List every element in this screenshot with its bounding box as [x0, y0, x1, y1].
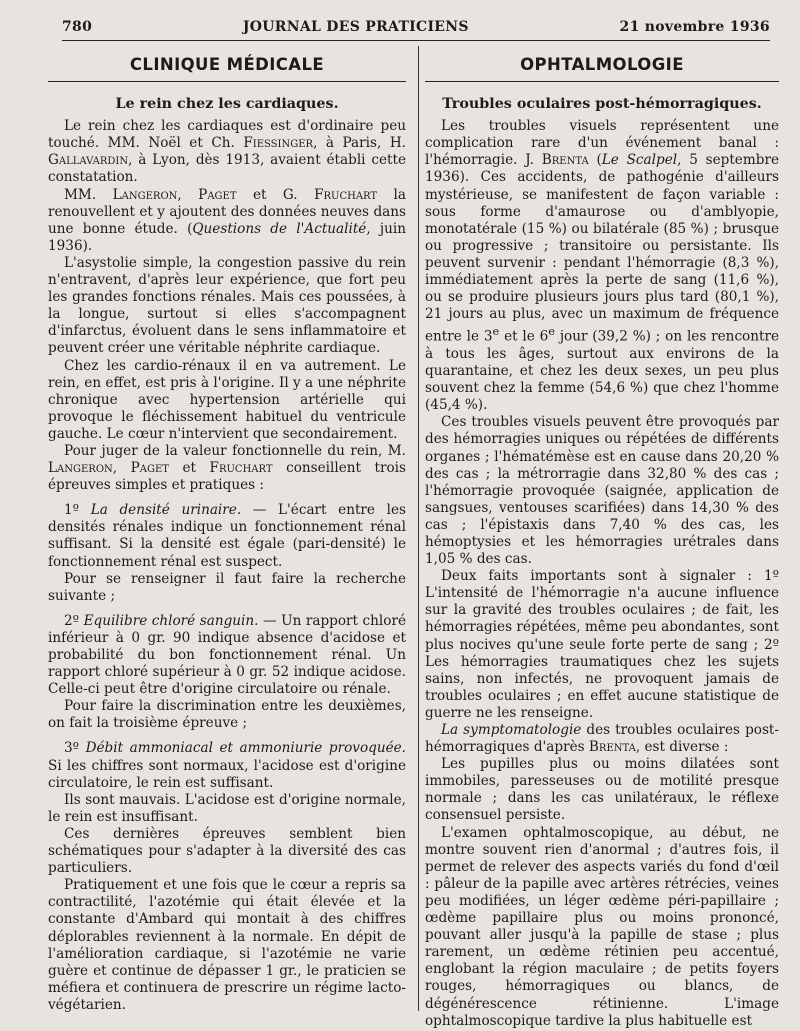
paragraph: Ils sont mauvais. L'acidose est d'origine normale, le rein est insuffisant. [48, 791, 406, 825]
paragraph: Deux faits importants sont à signaler : 1º L'intensité de l'hémorragie n'a aucune influence sur la gravité des troubles oculaires ; de fait, les hémorragies répétées, même peu abondantes, sont plus nocives qu'une seule forte perte de sang ; 2º Les hémorragies traumatiques chez les sujets sains, non infectés, ne provoquent jamais de troubles oculaires ; en effet aucune statistique de guerre ne les renseigne. [425, 568, 779, 721]
paragraph: Pour faire la discrimination entre les deuxièmes, on fait la troisième épreuve ; [48, 698, 406, 732]
test-paragraph-2: 2º Equilibre chloré sanguin. — Un rapport chloré inférieur à 0 gr. 90 indique absence d'acidose et probabilité du bon fonctionnement rénal. Un rapport chloré supérieur à 0 gr. 52 indique acidose. Celle-ci peut être d'origine circulatoire ou rénale. [48, 612, 406, 698]
page-header [62, 14, 770, 41]
article-title-rein: Le rein chez les cardiaques. [115, 96, 339, 113]
journal-title: JOURNAL DES PRATICIENS [242, 19, 469, 35]
section-title-ophtalmologie: OPHTALMOLOGIE [425, 46, 779, 82]
issue-date: 21 novembre 1936 [619, 19, 770, 35]
paragraph: Pour se renseigner il faut faire la recherche suivante ; [48, 570, 406, 604]
column-divider [418, 46, 419, 1011]
paragraph: Ces troubles visuels peuvent être provoqués par des hémorragies uniques ou répétées de différents organes ; l'hématémèse est en cause dans 20,20 % des cas ; la métrorragie dans 32,80 % des cas ; l'hémorragie provoquée (saignée, application de sangsues, ventouses scarifiées) dans 14,30 % des cas ; l'épistaxis dans 7,40 % des cas, les hémoptysies et les hémorragies urétrales dans 1,05 % des cas. [425, 414, 779, 568]
paragraph: La symptomatologie des troubles oculaires post-hémorragiques d'après Brenta, est diverse : [425, 722, 779, 756]
paragraph: L'asystolie simple, la congestion passive du rein n'entravent, d'après leur expérience, que fort peu les grandes fonctions rénales. Mais ces poussées, à la longue, surtout si elles s'accompagnent d'infarctus, évoluent dans le sens inflammatoire et peuvent créer une véritable néphrite cardiaque. [48, 254, 406, 357]
paragraph: Ces dernières épreuves semblent bien schématiques pour s'adapter à la diversité des cas particuliers. [48, 825, 406, 877]
left-column [48, 46, 406, 1014]
paragraph: Les troubles visuels représentent une complication rare d'un événement banal : l'hémorragie. J. Brenta (Le Scalpel, 5 septembre 1936). Ces accidents, de pathogénie d'ailleurs mystérieuse, se manifestent de façon variable : sous forme d'amaurose ou d'amblyopie, monotatérale (15 %) ou bilatérale (85 %) ; brusque ou progressive ; transitoire ou persistante. Ils peuvent survenir : pendant l'hémorragie (8,3 %), immédiatement après la perte de sang (11,6 %), ou se produire plusieurs jours plus tard (80,1 %), 21 jours au plus, avec un maximum de fréquence entre le 3e et le 6e jour (39,2 %) ; on les rencontre à tous les âges, surtout aux environs de la quarantaine, et chez les deux sexes, un peu plus souvent chez la femme (54,6 %) que chez l'homme (45,4 %). [425, 118, 779, 414]
paragraph: L'examen ophtalmoscopique, au début, ne montre souvent rien d'anormal ; d'autres fois, il permet de relever des aspects variés du fond d'œil : pâleur de la papille avec artères rétrécies, veines peu modifiées, un léger œdème péri-papillaire ; œdème papillaire plus ou moins prononcé, pouvant aller jusqu'à la papille de stase ; plus rarement, un œdème rétinien peu accentué, englobant la région maculaire ; de petits foyers rouges, hémorragiques ou blancs, de dégénérescence rétinienne. L'image ophtalmoscopique tardive la plus habituelle est [425, 824, 779, 1029]
right-column [425, 46, 779, 1030]
article-title-troubles: Troubles oculaires post-hémorragiques. [442, 96, 762, 113]
paragraph: Chez les cardio-rénaux il en va autrement. Le rein, en effet, est pris à l'origine. Il y a une néphrite chronique avec hypertension artérielle qui provoque le fléchissement habituel du ventricule gauche. Le cœur n'intervient que secondairement. [48, 357, 406, 442]
page-number: 780 [62, 19, 93, 35]
test-paragraph-1: 1º La densité urinaire. — L'écart entre les densités rénales indique un fonctionnement rénal suffisant. Si la densité est égale (pari-densité) le fonctionnement rénal est suspect. [48, 502, 406, 570]
paragraph: Pratiquement et une fois que le cœur a repris sa contractilité, l'azotémie qui était élevée et la constante d'Ambard qui montait à des chiffres déplorables reviennent à la normale. En dépit de l'amélioration cardiaque, si l'azotémie ne varie guère et continue de dépasser 1 gr., le praticien se méfiera et continuera de prescrire un régime lacto-végétarien. [48, 877, 406, 1013]
section-title-clinique: CLINIQUE MÉDICALE [48, 46, 406, 82]
paragraph: Pour juger de la valeur fonctionnelle du rein, M. Langeron, Paget et Fruchart conseillent trois épreuves simples et pratiques : [48, 442, 406, 494]
test-paragraph-3: 3º Débit ammoniacal et ammoniurie provoquée. Si les chiffres sont normaux, l'acidose est d'origine circulatoire, le rein est suffisant. [48, 740, 406, 791]
paragraph: Le rein chez les cardiaques est d'ordinaire peu touché. MM. Noël et Ch. Fiessinger, à Paris, H. Gallavardin, à Lyon, dès 1913, avaient établi cette constatation. [48, 118, 406, 186]
paragraph: MM. Langeron, Paget et G. Fruchart la renouvellent et y ajoutent des données neuves dans une bonne étude. (Questions de l'Actualité, juin 1936). [48, 186, 407, 254]
paragraph: Les pupilles plus ou moins dilatées sont immobiles, paresseuses ou de motilité presque normale ; dans les cas unilatéraux, le réflexe consensuel persiste. [425, 756, 779, 824]
